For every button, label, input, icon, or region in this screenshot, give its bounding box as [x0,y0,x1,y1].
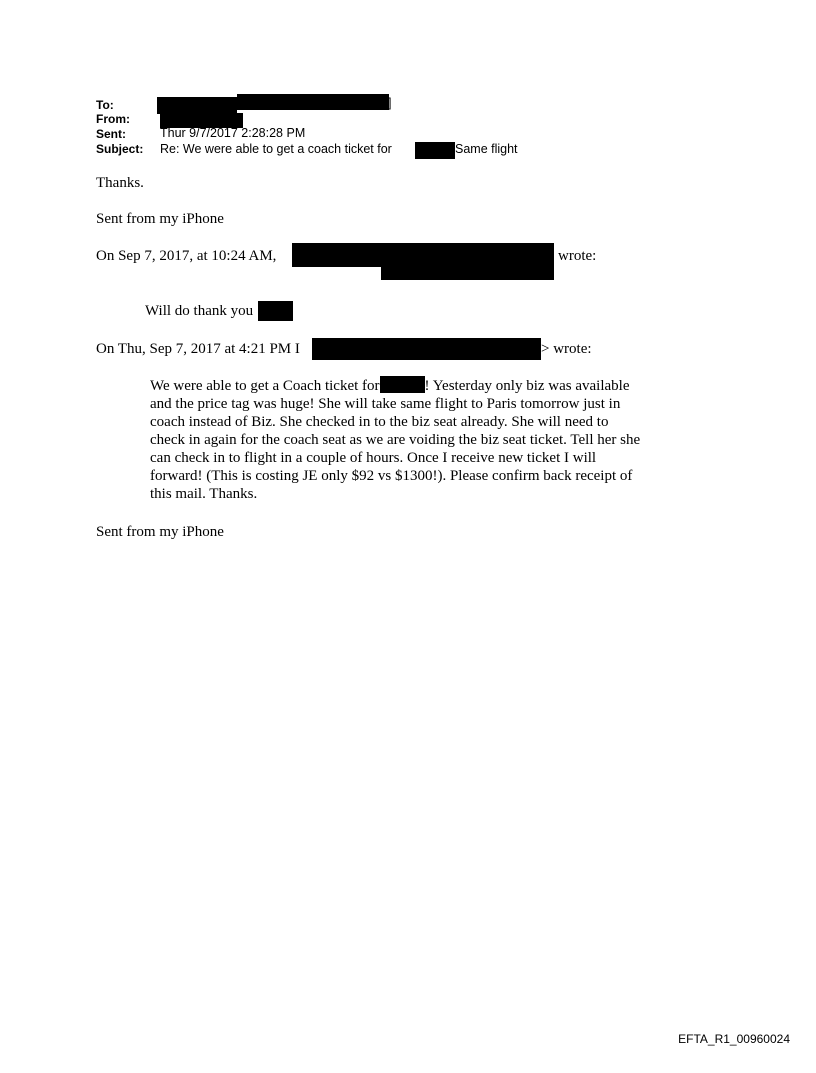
redaction-reply1-email [381,264,554,280]
redaction-to-1 [157,97,237,114]
from-label: From: [96,112,130,126]
redaction-subject [415,142,455,159]
reply1-suffix: wrote: [558,248,597,264]
reply2-suffix: > wrote: [541,341,592,357]
subject-suffix: Same flight [455,142,518,156]
signature-1: Sent from my iPhone [96,211,224,227]
quote-line-2: and the price tag was huge! She will take same flight to Paris tomorrow just in [150,396,621,412]
redaction-to-2 [237,94,392,110]
signature-2: Sent from my iPhone [96,524,224,540]
to-label: To: [96,98,114,112]
redaction-quote-name [380,376,425,393]
quote-line-3: coach instead of Biz. She checked in to the biz seat already. She will need to [150,414,609,430]
quote-line-4: check in again for the coach seat as we are voiding the biz seat ticket. Tell her she [150,432,641,448]
quoted-message [150,376,690,503]
sent-value: Thur 9/7/2017 2:28:28 PM [160,126,306,140]
quote-line-1 [150,376,690,395]
redaction-reply2-sender [312,338,541,360]
quote-line-1-end: ! Yesterday only biz was available [424,378,630,394]
quote-line-7: this mail. Thanks. [150,486,258,502]
quote-line-1-start: We were able to get a Coach ticket for [150,378,380,394]
reply1-prefix: On Sep 7, 2017, at 10:24 AM, [96,248,277,264]
will-do-text: Will do thank you [145,303,254,319]
sent-label: Sent: [96,127,126,141]
to-trailing-bracket: ] [388,96,392,110]
subject-prefix: Re: We were able to get a coach ticket for [160,142,392,156]
subject-label: Subject: [96,142,144,156]
quote-line-6: forward! (This is costing JE only $92 vs $1300!). Please confirm back receipt of [150,468,633,484]
quote-line-5: can check in to flight in a couple of hours. Once I receive new ticket I will [150,450,597,466]
redaction-will-do-name [258,301,293,321]
reply2-prefix: On Thu, Sep 7, 2017 at 4:21 PM I [96,341,300,357]
thanks-text: Thanks. [96,175,144,191]
document-id: EFTA_R1_00960024 [678,1032,790,1046]
